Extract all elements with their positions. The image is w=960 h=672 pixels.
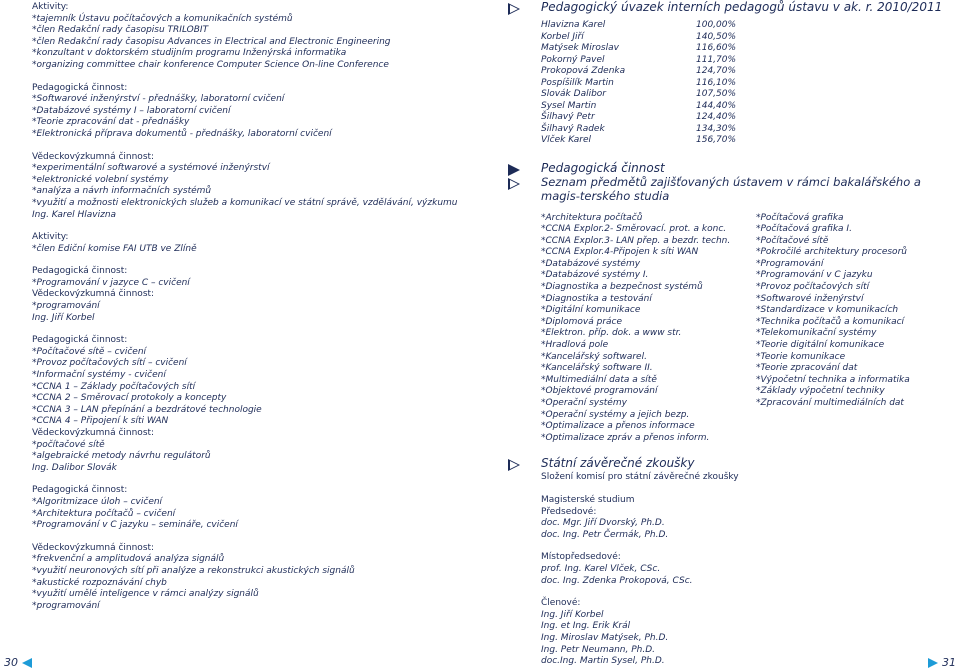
block-line: *člen Redakční rady časopisu TRILOBIT — [32, 25, 209, 36]
block-line: *počítačové sítě — [32, 439, 105, 450]
block-heading: Pedagogická činnost: — [32, 335, 128, 346]
page-number-right-text: 31 — [942, 656, 956, 669]
subject-item: *Databázové systémy I. — [541, 270, 649, 281]
table-name-cell: Vlček Karel — [541, 135, 592, 145]
subject-item: *Pokročilé architektury procesorů — [756, 247, 907, 258]
block-line: *Algoritmizace úloh – cvičení — [32, 496, 163, 507]
block-line: *analýza a návrh informačních systémů — [32, 186, 212, 197]
member-name: Ing. Jiří Korbel — [541, 609, 604, 620]
subject-item: *Objektové programování — [541, 386, 658, 397]
block-line: *CCNA 1 – Základy počítačových sítí — [32, 381, 196, 392]
subject-item: *Provoz počítačových sítí — [756, 282, 870, 293]
spacer — [32, 474, 472, 485]
outline-triangle-icon — [508, 178, 520, 190]
table-name-cell: Šilhavý Radek — [541, 123, 605, 134]
vice-list — [541, 564, 948, 587]
block-line: Ing. Karel Hlavizna — [32, 209, 117, 220]
member-name: Ing. Miroslav Matýsek, Ph.D. — [541, 632, 669, 643]
members-list — [541, 610, 948, 668]
vice-name: prof. Ing. Karel Vlček, CSc. — [541, 563, 661, 574]
subject-item: *Kancelářský software II. — [541, 363, 653, 374]
subject-item: *Programování v C jazyku — [756, 270, 873, 281]
subject-item: *Zpracování multimediálních dat — [756, 398, 904, 408]
page-number-left-text: 30 — [4, 656, 18, 669]
block-line: *Teorie zpracování dat - přednášky — [32, 117, 190, 128]
block-heading: Pedagogická činnost: — [32, 82, 128, 93]
activity-title: Pedagogická činnost — [541, 160, 665, 175]
page-triangle-icon — [928, 658, 938, 668]
block-heading: Vědeckovýzkumná činnost: — [32, 428, 155, 438]
table-name-cell: Matýsek Miroslav — [541, 43, 619, 53]
outline-triangle-icon — [508, 459, 520, 471]
vice-name: doc. Ing. Zdenka Prokopová, CSc. — [541, 575, 693, 586]
block-line: Ing. Jiří Korbel — [32, 312, 95, 323]
spacer — [32, 221, 472, 232]
spacer — [32, 72, 472, 83]
outline-triangle-icon — [508, 3, 520, 15]
block-line: *využití umělé inteligence v rámci analýzy signálů — [32, 589, 259, 600]
load-table — [541, 20, 948, 147]
page-number-left — [4, 656, 32, 669]
chair-label: Předsedové: — [541, 506, 597, 517]
block-line: *experimentální softwarové a systémové inženýrství — [32, 163, 270, 174]
block-line: *Provoz počítačových sítí – cvičení — [32, 358, 187, 369]
subject-item: *Databázové systémy — [541, 258, 641, 269]
table-value-cell: 116,10% — [696, 77, 737, 88]
spacer — [32, 255, 472, 266]
chair-name: doc. Ing. Petr Čermák, Ph.D. — [541, 529, 669, 540]
table-value-cell: 116,60% — [696, 43, 737, 53]
block-line: *Počítačové sítě – cvičení — [32, 346, 147, 357]
table-name-cell: Pokorný Pavel — [541, 54, 605, 65]
block-heading: Pedagogická činnost: — [32, 485, 128, 496]
table-value-cell: 100,00% — [696, 20, 737, 30]
exam-subtitle: Složení komisí pro státní závěrečné zkoušky — [541, 472, 739, 483]
subjects-col-2 — [756, 213, 956, 445]
spacer — [32, 141, 472, 152]
subject-item: *Technika počítačů a komunikací — [756, 316, 905, 327]
table-value-cell: 140,50% — [696, 31, 737, 42]
left-column — [32, 2, 472, 612]
subject-item: *Počítačová grafika — [756, 212, 844, 223]
chair-list — [541, 518, 948, 541]
table-name-cell: Slovák Dalibor — [541, 89, 606, 99]
chair-name: doc. Mgr. Jiří Dvorský, Ph.D. — [541, 518, 665, 529]
block-line: *využití neuronových sítí při analýze a rekonstrukci akustických signálů — [32, 565, 355, 576]
block-line: *CCNA 4 – Připojení k síti WAN — [32, 416, 169, 427]
subject-item: *Elektron. příp. dok. a www str. — [541, 328, 682, 339]
table-name-cell: Pospíšilík Martin — [541, 77, 614, 88]
block-heading: Vědeckovýzkumná činnost: — [32, 289, 155, 300]
pedagog-load-title: Pedagogický úvazek interních pedagogů ústavu v ak. r. 2010/2011 — [541, 0, 943, 14]
subject-item: *Optimalizace zpráv a přenos inform. — [541, 432, 710, 443]
subject-item: *Výpočetní technika a informatika — [756, 374, 910, 385]
block-line: *člen Redakční rady časopisu Advances in Electrical and Electronic Engineering — [32, 36, 391, 47]
table-name-cell: Prokopová Zdenka — [541, 66, 626, 76]
block-line: *Softwarové inženýrství - přednášky, laboratorní cvičení — [32, 94, 285, 105]
block-line: *Architektura počítačů – cvičení — [32, 508, 176, 519]
table-name-cell: Hlavizna Karel — [541, 20, 606, 30]
page-triangle-icon — [22, 658, 32, 668]
subject-item: *Optimalizace a přenos informace — [541, 421, 695, 432]
table-name-cell: Sysel Martin — [541, 100, 597, 111]
subjects-col-1 — [541, 213, 756, 445]
subject-item: *Kancelářský softwarel. — [541, 351, 647, 362]
subject-item: *Digitální komunikace — [541, 305, 641, 316]
subject-item: *Teorie komunikace — [756, 351, 846, 362]
subject-item: *Základy výpočetní techniky — [756, 386, 885, 397]
block-line: *akustické rozpoznávání chyb — [32, 577, 167, 588]
block-line: *Programování v jazyce C – cvičení — [32, 277, 190, 288]
block-line: *elektronické volební systémy — [32, 174, 169, 185]
table-value-cell: 156,70% — [696, 135, 737, 145]
subject-item: *Hradlová pole — [541, 340, 609, 351]
member-name: doc.Ing. Martin Sysel, Ph.D. — [541, 656, 665, 667]
subject-item: *Diplomová práce — [541, 316, 623, 327]
table-name-cell: Šilhavý Petr — [541, 112, 595, 122]
subject-item: *Diagnostika a testování — [541, 293, 652, 304]
page-number-right — [928, 656, 956, 669]
subjects-title: Seznam předmětů zajišťovaných ústavem v rámci bakalářského a magis-terského studia — [541, 174, 921, 203]
subject-item: *Standardizace v komunikacích — [756, 305, 899, 316]
subjects-list — [541, 213, 948, 445]
table-value-cell: 124,40% — [696, 112, 737, 122]
block-line: *CCNA 3 – LAN přepínání a bezdrátové technologie — [32, 404, 262, 415]
table-value-cell: 124,70% — [696, 66, 737, 76]
block-line: *člen Ediční komise FAI UTB ve Zlíně — [32, 243, 197, 254]
subject-item: *Počítačová grafika I. — [756, 224, 852, 235]
block-line: *algebraické metody návrhu regulátorů — [32, 451, 211, 462]
subject-item: *Teorie digitální komunikace — [756, 340, 885, 351]
vice-label: Místopředsedové: — [541, 552, 621, 563]
table-value-cell: 134,30% — [696, 123, 737, 134]
block-line: *frekvenční a amplitudová analýza signálů — [32, 554, 225, 565]
block-line: Ing. Dalibor Slovák — [32, 462, 117, 473]
block-line: *CCNA 2 – Směrovací protokoly a koncepty — [32, 393, 227, 404]
block-line: *Programování v C jazyku – semináře, cvičení — [32, 520, 238, 531]
subject-item: *Počítačové sítě — [756, 235, 829, 246]
block-line: *programování — [32, 600, 100, 611]
block-line: *tajemník Ústavu počítačových a komunikačních systémů — [32, 13, 293, 24]
block-line: *programování — [32, 301, 100, 312]
subject-item: *Programování — [756, 258, 824, 269]
block-line: *Informační systémy - cvičení — [32, 370, 166, 381]
subject-item: *Operační systémy a jejich bezp. — [541, 409, 690, 420]
subject-item: *Diagnostika a bezpečnost systémů — [541, 282, 703, 293]
spacer — [32, 324, 472, 335]
table-value-cell: 144,40% — [696, 100, 737, 111]
subject-item: *Telekomunikační systémy — [756, 328, 877, 339]
block-line: *Elektronická příprava dokumentů - přednášky, laboratorní cvičení — [32, 128, 332, 139]
exam-section — [508, 456, 948, 667]
subject-item: *CCNA Explor.3- LAN přep. a bezdr. techn. — [541, 235, 731, 246]
spacer — [32, 532, 472, 543]
pedagog-load-section — [508, 0, 948, 147]
block-line: *využití a možnosti elektronických služeb a komunikací ve státní správě, vzdělávání, výzkumu — [32, 197, 458, 208]
activity-section — [508, 161, 948, 175]
block-heading: Aktivity: — [32, 232, 69, 243]
subject-item: *Architektura počítačů — [541, 212, 643, 223]
right-column — [508, 0, 948, 668]
table-name-cell: Korbel Jiří — [541, 31, 584, 42]
table-value-cell: 111,70% — [696, 54, 737, 65]
subject-item: *Softwarové inženýrství — [756, 293, 864, 304]
block-line: *Databázové systémy I – laboratorní cvičení — [32, 105, 231, 116]
block-line: *organizing committee chair konference Computer Science On-line Conference — [32, 59, 389, 70]
members-label: Členové: — [541, 598, 581, 609]
block-heading: Vědeckovýzkumná činnost: — [32, 151, 155, 162]
subject-item: *Multimediální data a sítě — [541, 374, 657, 385]
block-line: *konzultant v doktorském studijním programu Inženýrská informatika — [32, 48, 347, 59]
subject-item: *Teorie zpracování dat — [756, 363, 858, 374]
exam-study: Magisterské studium — [541, 494, 635, 505]
subject-item: *Operační systémy — [541, 398, 627, 408]
exam-title: Státní závěrečné zkoušky — [541, 456, 695, 471]
subjects-section — [508, 175, 948, 445]
member-name: Ing. et Ing. Erik Král — [541, 621, 631, 632]
subject-item: *CCNA Explor.2- Směrovací. prot. a konc. — [541, 224, 727, 235]
block-heading: Pedagogická činnost: — [32, 266, 128, 277]
table-value-cell: 107,50% — [696, 89, 737, 99]
block-heading: Aktivity: — [32, 2, 69, 12]
block-heading: Vědeckovýzkumná činnost: — [32, 542, 155, 553]
member-name: Ing. Petr Neumann, Ph.D. — [541, 644, 656, 655]
subject-item: *CCNA Explor.4-Připojen k síti WAN — [541, 247, 699, 258]
